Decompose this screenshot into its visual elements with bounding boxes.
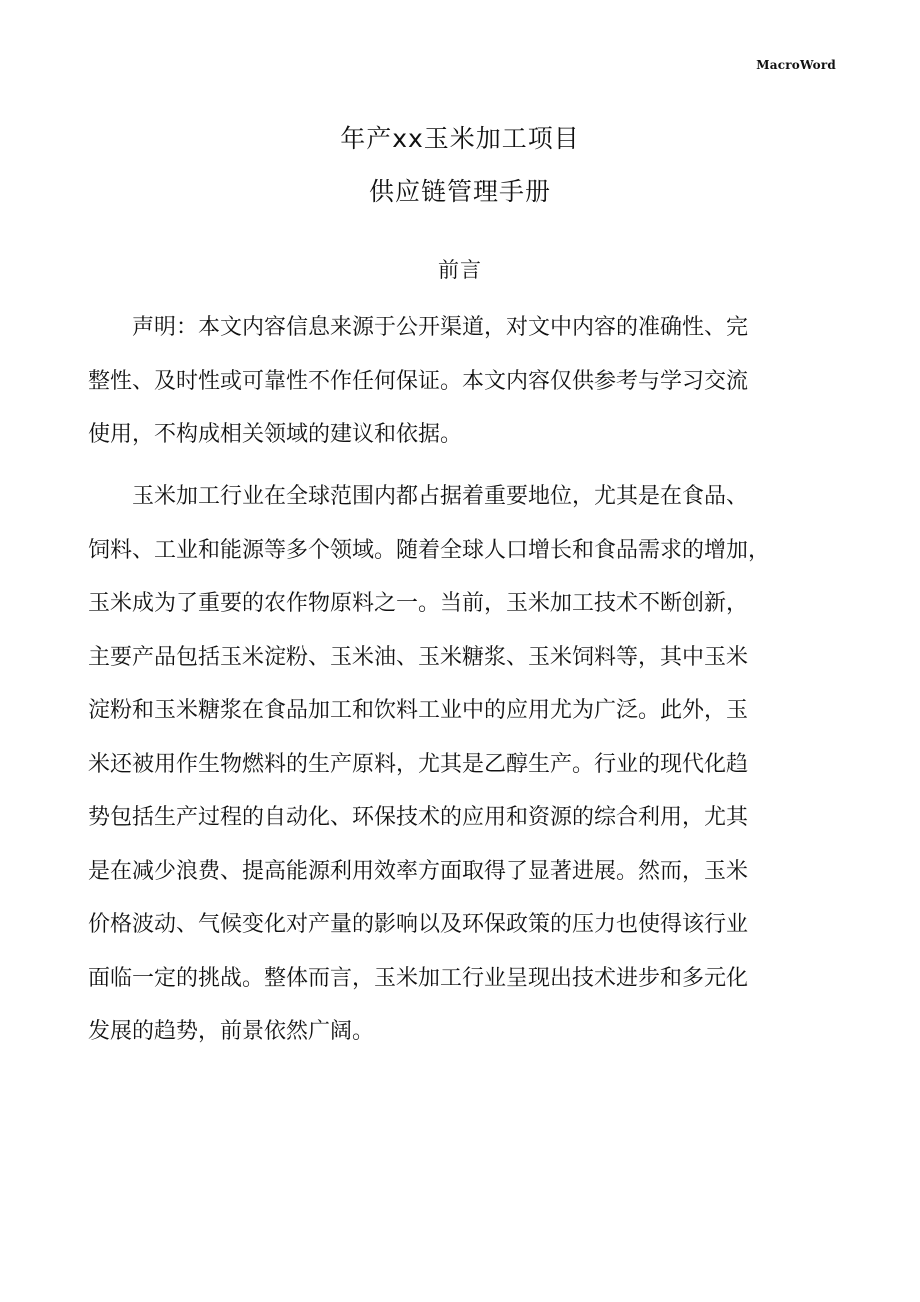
- document-title-line-2: 供应链管理手册: [368, 177, 551, 206]
- paragraph-line: 玉米加工行业在全球范围内都占据着重要地位，尤其是在食品、: [132, 484, 749, 509]
- document-title-line-1: 年产xx玉米加工项目: [340, 124, 580, 153]
- brand-label: MacroWord: [756, 58, 836, 72]
- paragraph-line: 价格波动、气候变化对产量的影响以及环保政策的压力也使得该行业: [88, 912, 749, 937]
- paragraph-line: 整性、及时性或可靠性不作任何保证。本文内容仅供参考与学习交流: [88, 368, 749, 394]
- paragraph-line: 声明：本文内容信息来源于公开渠道，对文中内容的准确性、完: [132, 315, 749, 340]
- paragraph-line: 玉米成为了重要的农作物原料之一。当前，玉米加工技术不断创新，: [88, 591, 749, 616]
- paragraph-line: 淀粉和玉米糖浆在食品加工和饮料工业中的应用尤为广泛。此外，玉: [88, 698, 749, 723]
- paragraph-line: 是在减少浪费、提高能源利用效率方面取得了显著进展。然而，玉米: [88, 858, 749, 884]
- paragraph-line: 面临一定的挑战。整体而言，玉米加工行业呈现出技术进步和多元化: [88, 965, 749, 991]
- paragraph-line: 主要产品包括玉米淀粉、玉米油、玉米糖浆、玉米饲料等，其中玉米: [88, 644, 749, 670]
- paragraph-line: 米还被用作生物燃料的生产原料，尤其是乙醇生产。行业的现代化趋: [88, 751, 749, 777]
- paragraph-industry-overview: [88, 470, 830, 1059]
- section-heading-preface: 前言: [438, 258, 482, 282]
- paragraph-line: 使用，不构成相关领域的建议和依据。: [88, 422, 463, 447]
- paragraph-disclaimer: [88, 301, 830, 462]
- paragraph-line: 势包括生产过程的自动化、环保技术的应用和资源的综合利用，尤其: [88, 805, 749, 830]
- paragraph-line: 饲料、工业和能源等多个领域。随着全球人口增长和食品需求的增加，: [88, 537, 771, 563]
- paragraph-line: 发展的趋势，前景依然广阔。: [88, 1019, 375, 1044]
